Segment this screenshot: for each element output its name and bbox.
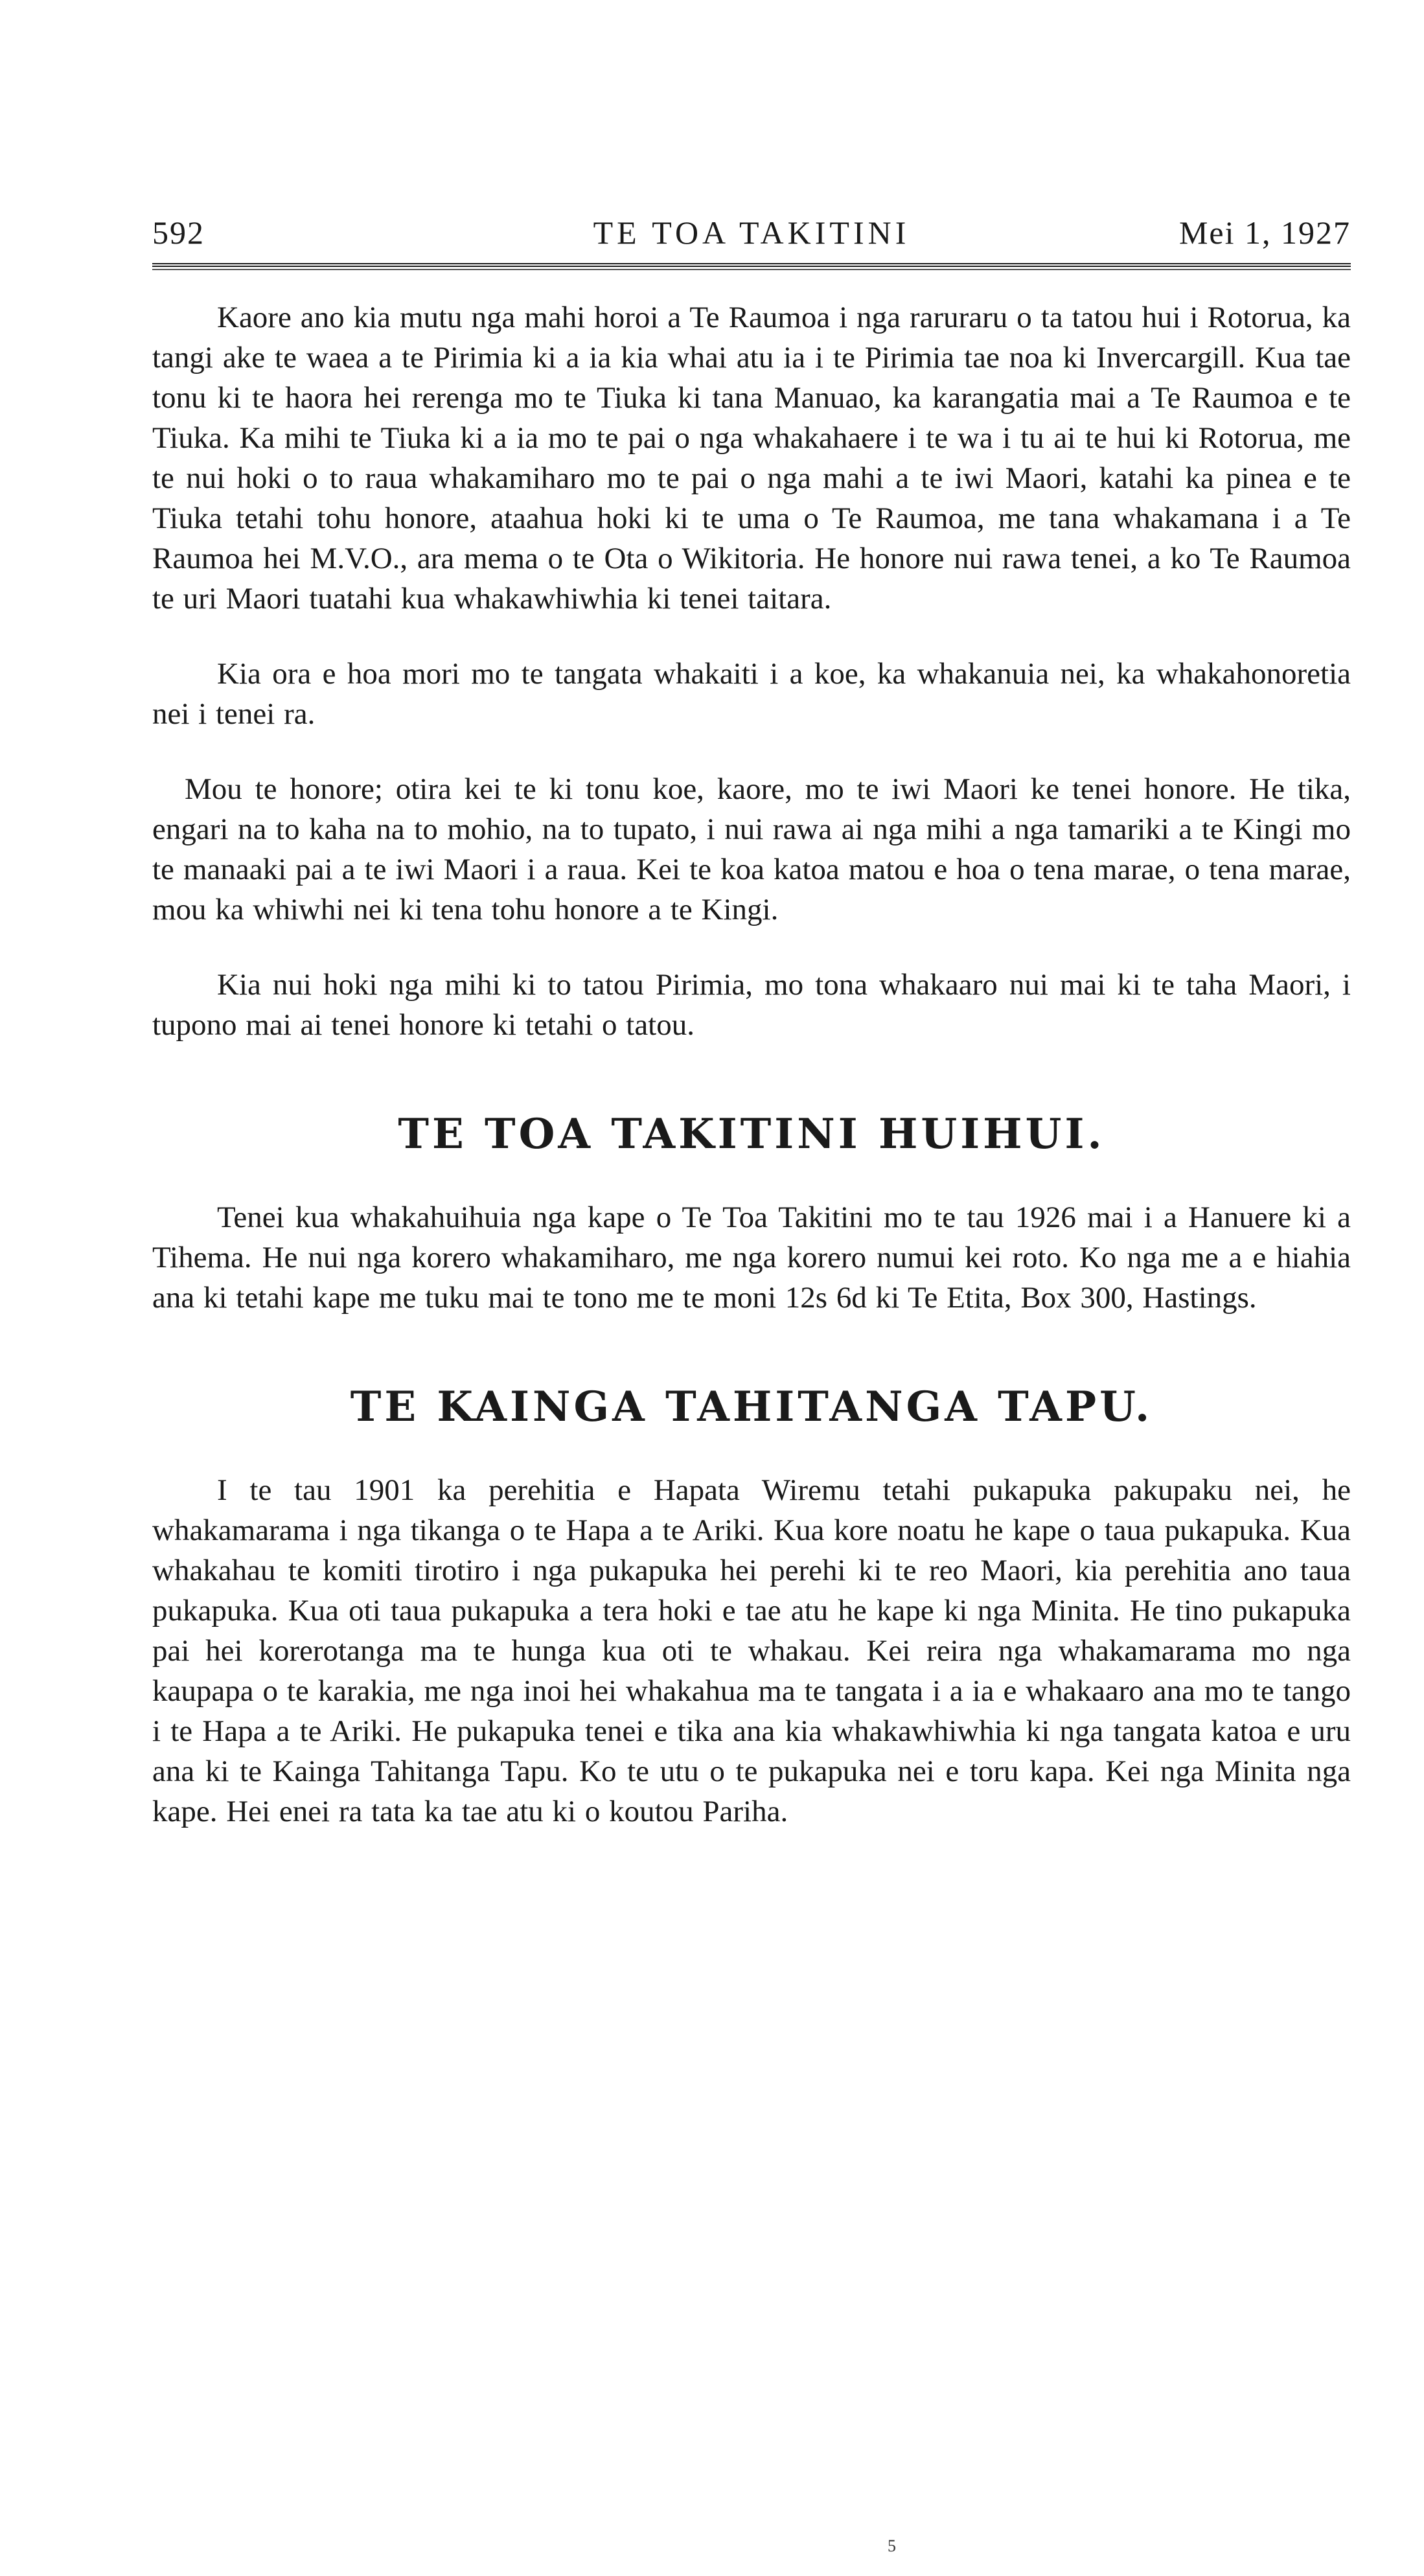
paragraph: Kia ora e hoa mori mo te tangata whakaiti i a koe, ka whakanuia nei, ka whakahonoretia nei i tenei ra. bbox=[152, 657, 1351, 731]
article-body bbox=[152, 297, 1351, 1045]
section-heading: TE KAINGA TAHITANGA TAPU. bbox=[350, 1383, 1153, 1431]
paragraph: Tenei kua whakahuihuia nga kape o Te Toa Takitini mo te tau 1926 mai i a Hanuere ki a Tihema. He nui nga korero whakamiharo, me nga korero numui kei roto. Ko nga me a e hiahia ana ki tetahi kape me tuku mai te tono me te moni 12s 6d ki Te Etita, Box 300, Hastings. bbox=[152, 1201, 1351, 1315]
page-header bbox=[152, 214, 1351, 257]
header-rule-thin bbox=[152, 269, 1351, 270]
page-number: 592 bbox=[152, 214, 205, 251]
document-page bbox=[152, 214, 1351, 1867]
paragraph: I te tau 1901 ka perehitia e Hapata Wiremu tetahi pukapuka pakupaku nei, he whakamarama i nga tikanga o te Hapa a te Ariki. Kua kore noatu he kape o taua pukapuka. Kua whakahau te komiti tirotiro i nga pukapuka hei perehi ki te reo Maori, kia perehitia ano taua pukapuka. Kua oti taua pukapuka a tera hoki e tae atu he kape ki nga Minita. He tino pukapuka pai hei korerotanga ma te hunga kua oti te whakau. Kei reira nga whakamarama mo nga kaupapa o te karakia, me nga inoi hei whakahua ma te tangata i a ia e whakaaro ana mo te tango i te Hapa a te Ariki. He pukapuka tenei e tika ana kia whakawhiwhia ki nga tangata katoa e uru ana ki te Kainga Tahitanga Tapu. Ko te utu o te pukapuka nei e toru kapa. Kei nga Minita nga kape. Hei enei ra tata ka tae atu ki o koutou Pariha. bbox=[152, 1473, 1351, 1828]
running-title: TE TOA TAKITINI bbox=[593, 214, 910, 251]
paragraph: Mou te honore; otira kei te ki tonu koe, kaore, mo te iwi Maori ke tenei honore. He tika, engari na to kaha na to mohio, na to tupato, i nui rawa ai nga mihi a nga tamariki a te Kingi mo te manaaki pai a te iwi Maori i a raua. Kei te koa katoa matou e hoa o tena marae, o tena marae, mou ka whiwhi nei ki tena tohu honore a te Kingi. bbox=[152, 772, 1351, 926]
section-heading: TE TOA TAKITINI HUIHUI. bbox=[398, 1110, 1105, 1158]
footer-mark: 5 bbox=[888, 2536, 896, 2555]
paragraph: Kia nui hoki nga mihi ki to tatou Pirimia, mo tona whakaaro nui mai ki te taha Maori, i tupono mai ai tenei honore ki tetahi o tatou. bbox=[152, 968, 1351, 1042]
paragraph: Kaore ano kia mutu nga mahi horoi a Te Raumoa i nga raruraru o ta tatou hui i Rotorua, ka tangi ake te waea a te Pirimia ki a ia kia whai atu ia i te Pirimia tae noa ki Invercargill. Kua tae tonu ki te haora hei rerenga mo te Tiuka ki tana Manuao, ka karangatia mai a Te Raumoa e te Tiuka. Ka mihi te Tiuka ki a ia mo te pai o nga whakahaere i te wa i tu ai te hui ki Rotorua, me te nui hoki o to raua whakamiharo mo te pai o nga mahi a te iwi Maori, katahi ka pinea e te Tiuka tetahi tohu honore, ataahua hoki ki te uma o Te Raumoa, me tana whakamana i a Te Raumoa hei M.V.O., ara mema o te Ota o Wikitoria. He honore nui rawa tenei, a ko Te Raumoa te uri Maori tuatahi kua whakawhiwhia ki tenei taitara. bbox=[152, 301, 1351, 615]
header-rule bbox=[152, 263, 1351, 267]
issue-date: Mei 1, 1927 bbox=[1178, 214, 1351, 251]
